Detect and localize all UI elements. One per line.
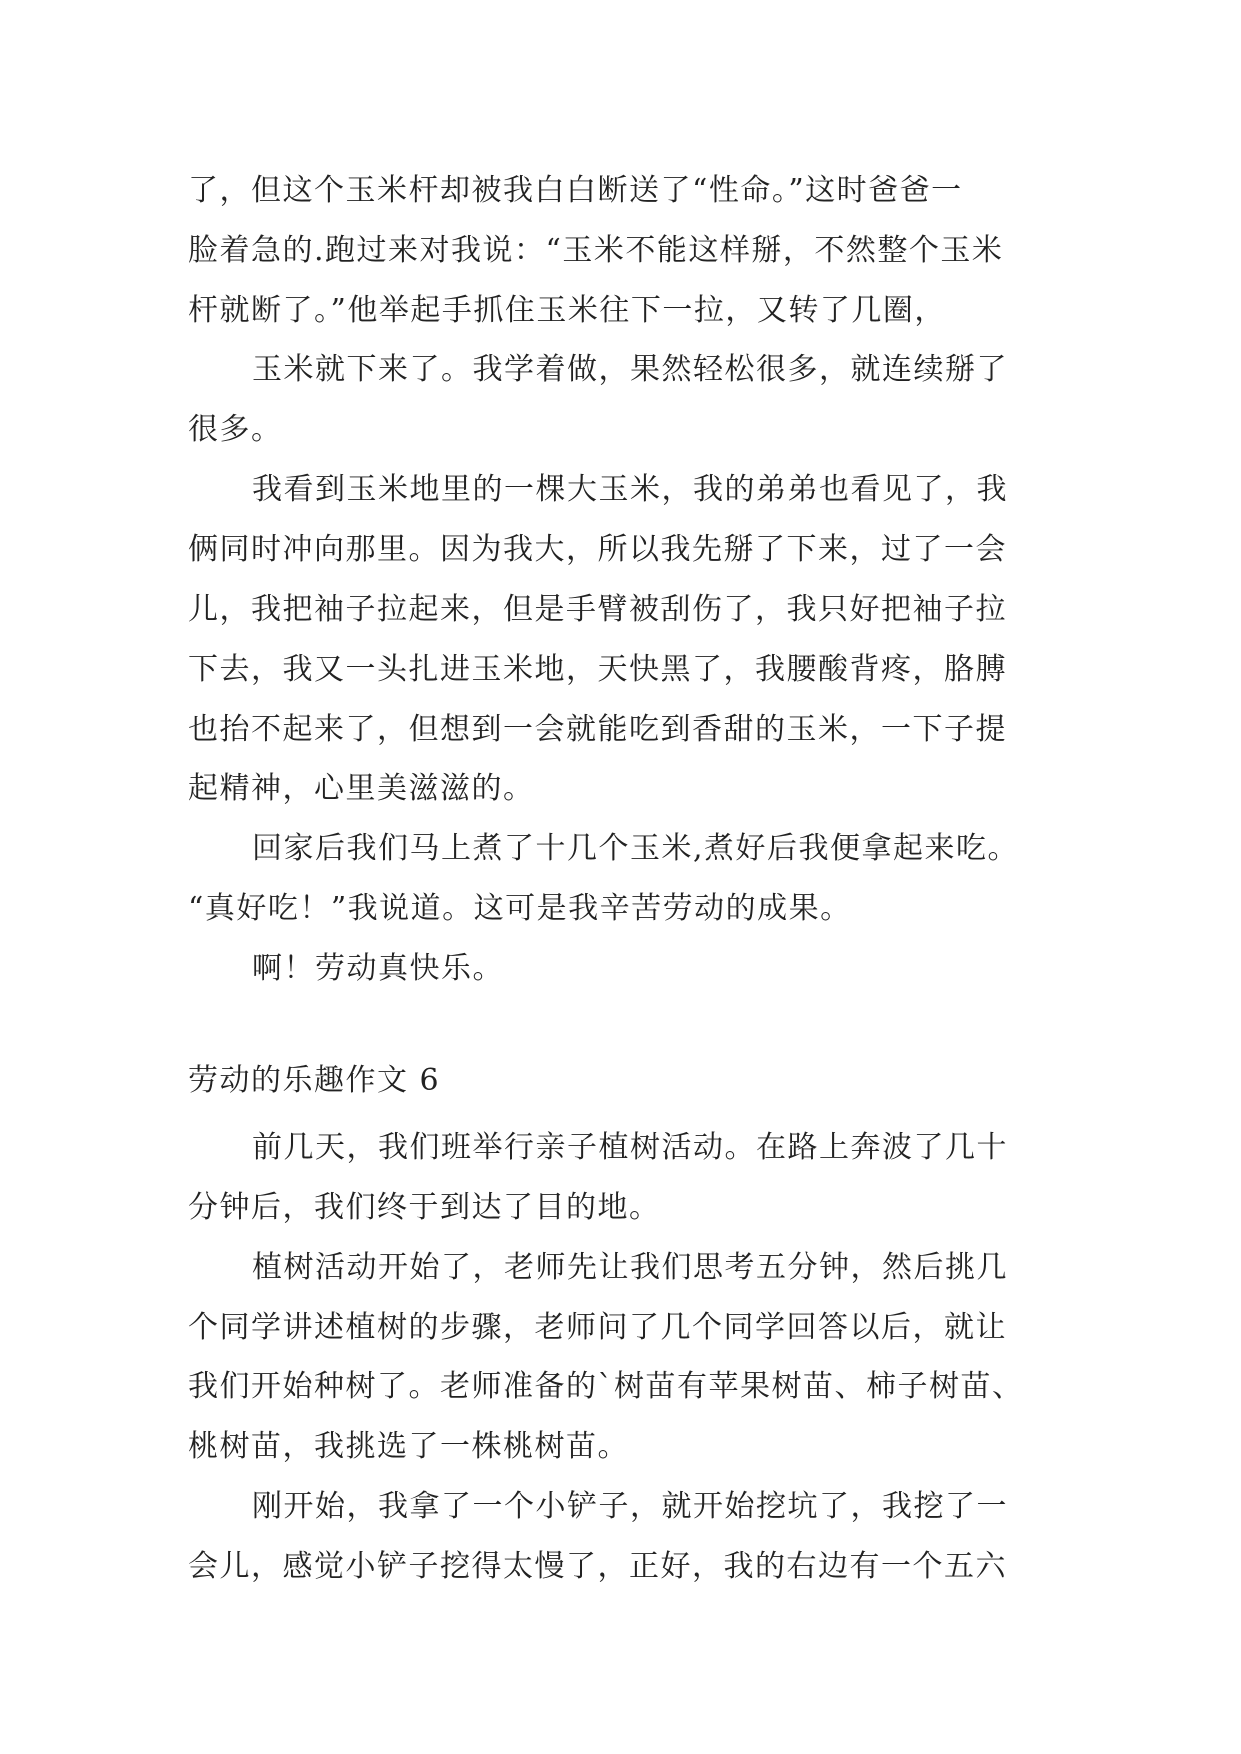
paragraph-first-line: 前几天，我们班举行亲子植树活动。在路上奔波了几十 bbox=[252, 1130, 1008, 1165]
text-line: 起精神，心里美滋滋的。 bbox=[188, 771, 535, 806]
text-line: “真好吃！”我说道。这可是我辛苦劳动的成果。 bbox=[188, 891, 852, 926]
text-line: 很多。 bbox=[188, 412, 283, 447]
text-line: 了，但这个玉米杆却被我白白断送了“性命。”这时爸爸一 bbox=[188, 173, 963, 208]
text-line: 儿，我把袖子拉起来，但是手臂被刮伤了，我只好把袖子拉 bbox=[188, 592, 1007, 627]
text-line: 分钟后，我们终于到达了目的地。 bbox=[188, 1190, 661, 1225]
text-line: 会儿，感觉小铲子挖得太慢了，正好，我的右边有一个五六 bbox=[188, 1549, 1007, 1584]
text-line: 桃树苗，我挑选了一株桃树苗。 bbox=[188, 1429, 629, 1464]
text-line: 下去，我又一头扎进玉米地，天快黑了，我腰酸背疼，胳膊 bbox=[188, 652, 1007, 687]
text-line: 俩同时冲向那里。因为我大，所以我先掰了下来，过了一会 bbox=[188, 532, 1007, 567]
text-line: 也抬不起来了，但想到一会就能吃到香甜的玉米，一下子提 bbox=[188, 712, 1007, 747]
text-line: 脸着急的.跑过来对我说：“玉米不能这样掰，不然整个玉米 bbox=[188, 233, 1004, 268]
paragraph-first-line: 玉米就下来了。我学着做，果然轻松很多，就连续掰了 bbox=[252, 352, 1008, 387]
paragraph-first-line: 我看到玉米地里的一棵大玉米，我的弟弟也看见了，我 bbox=[252, 472, 1008, 507]
text-line: 我们开始种树了。老师准备的`树苗有苹果树苗、柿子树苗、 bbox=[188, 1369, 1024, 1404]
paragraph-first-line: 植树活动开始了，老师先让我们思考五分钟，然后挑几 bbox=[252, 1250, 1008, 1285]
paragraph-first-line: 回家后我们马上煮了十几个玉米,煮好后我便拿起来吃。 bbox=[252, 831, 1020, 866]
text-line: 杆就断了。”他举起手抓住玉米往下一拉，又转了几圈， bbox=[188, 293, 946, 328]
paragraph-first-line: 刚开始，我拿了一个小铲子，就开始挖坑了，我挖了一 bbox=[252, 1489, 1008, 1524]
essay-title: 劳动的乐趣作文 6 bbox=[188, 1063, 441, 1098]
text-line: 个同学讲述植树的步骤，老师问了几个同学回答以后，就让 bbox=[188, 1310, 1007, 1345]
paragraph-first-line: 啊！劳动真快乐。 bbox=[252, 951, 504, 986]
